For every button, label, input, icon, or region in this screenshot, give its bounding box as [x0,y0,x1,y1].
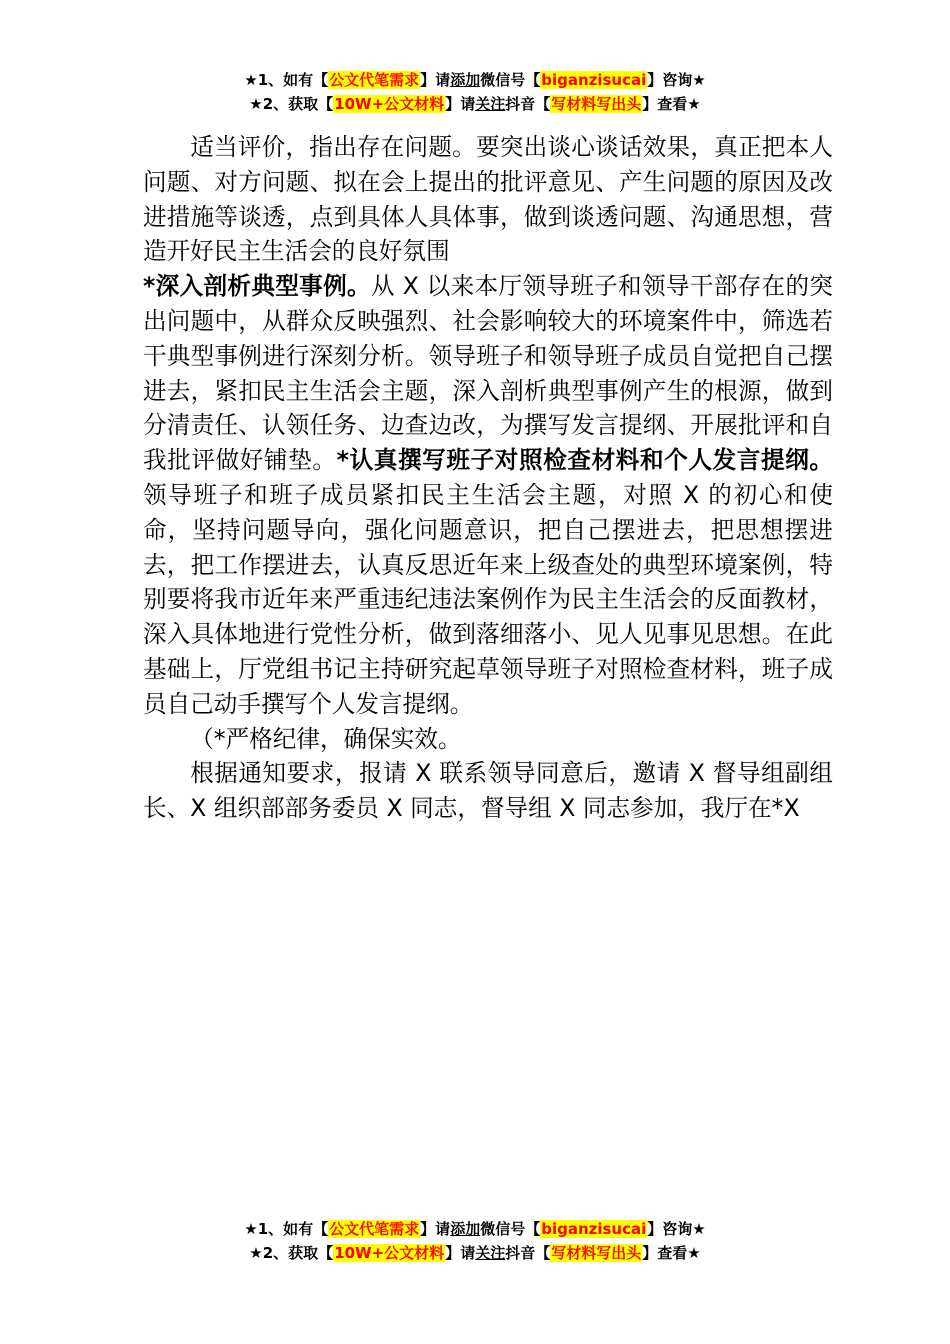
banner-highlight: 10W+公文材料 [334,1244,445,1262]
paragraph-text: 从 X 以来本厅领导班子和领导干部存在的突出问题中，从群众反映强烈、社会影响较大的环境案件中，筛选若干典型事例进行深刻分析。领导班子和领导班子成员自觉把自己摆进去，紧扣民主生活会主题，深入剖析典型事例产生的根源，做到分清责任、认领任务、边查边改，为撰写发言提纲、开展批评和自我批评做好铺垫。 [143,272,833,475]
banner-highlight-wechat-id: biganzisucai [541,1220,647,1238]
banner-text: 】请 [445,95,476,113]
banner-highlight-douyin-id: 写材料写出头 [551,1244,642,1262]
paragraph-notice: 根据通知要求，报请 X 联系领导同意后，邀请 X 督导组副组长、X 组织部部务委员 X 同志，督导组 X 同志参加，我厅在*X [143,759,833,823]
document-body [143,130,833,826]
footer-banner-line-1 [0,1217,950,1241]
banner-text: 】查看★ [642,95,701,113]
banner-text: 】请 [420,71,451,89]
banner-text: 抖音【 [505,1244,551,1262]
paragraph-evaluation: 适当评价，指出存在问题。要突出谈心谈话效果，真正把本人问题、对方问题、拟在会上提出的批评意见、产生问题的原因及改进措施等谈透，点到具体人具体事，做到谈透问题、沟通思想，营造开好民主生活会的良好氛围 [143,133,833,266]
banner-text: ★2、获取【 [249,95,334,113]
banner-text: 微信号【 [480,71,541,89]
banner-text: 】请 [420,1220,451,1238]
section-heading-case-analysis: *深入剖析典型事例。 [143,272,371,301]
paragraph-case-analysis [143,269,833,721]
banner-highlight: 10W+公文材料 [334,95,445,113]
banner-highlight-wechat-id: biganzisucai [541,71,647,89]
banner-text: 】咨询★ [647,71,706,89]
section-heading-writing-materials: *认真撰写班子对照检查材料和个人发言提纲。 [336,446,834,475]
banner-underlined-text: 关注 [475,95,506,113]
banner-text: 抖音【 [505,95,551,113]
banner-text: 】查看★ [642,1244,701,1262]
banner-text: 】咨询★ [647,1220,706,1238]
banner-text: 微信号【 [480,1220,541,1238]
header-banner-line-2 [0,92,950,116]
banner-highlight-douyin-id: 写材料写出头 [551,95,642,113]
banner-underlined-text: 关注 [475,1244,506,1262]
banner-text: ★2、获取【 [249,1244,334,1262]
header-banner-line-1 [0,68,950,92]
banner-underlined-text: 添加 [450,1220,481,1238]
banner-text: 】请 [445,1244,476,1262]
banner-underlined-text: 添加 [450,71,481,89]
header-banner [0,68,950,116]
footer-banner-line-2 [0,1241,950,1265]
paragraph-discipline-heading: （*严格纪律，确保实效。 [190,724,462,753]
banner-highlight: 公文代笔需求 [329,71,420,89]
paragraph-text: 领导班子和班子成员紧扣民主生活会主题，对照 X 的初心和使命，坚持问题导向，强化问题意识，把自己摆进去，把思想摆进去，把工作摆进去，认真反思近年来上级查处的典型环境案例，特别要将我市近年来严重违纪违法案例作为民主生活会的反面教材，深入具体地进行党性分析，做到落细落小、见人见事见思想。在此基础上，厅党组书记主持研究起草领导班子对照检查材料，班子成员自己动手撰写个人发言提纲。 [143,480,833,718]
footer-banner [0,1217,950,1265]
banner-text: ★1、如有【 [244,1220,329,1238]
banner-text: ★1、如有【 [244,71,329,89]
banner-highlight: 公文代笔需求 [329,1220,420,1238]
